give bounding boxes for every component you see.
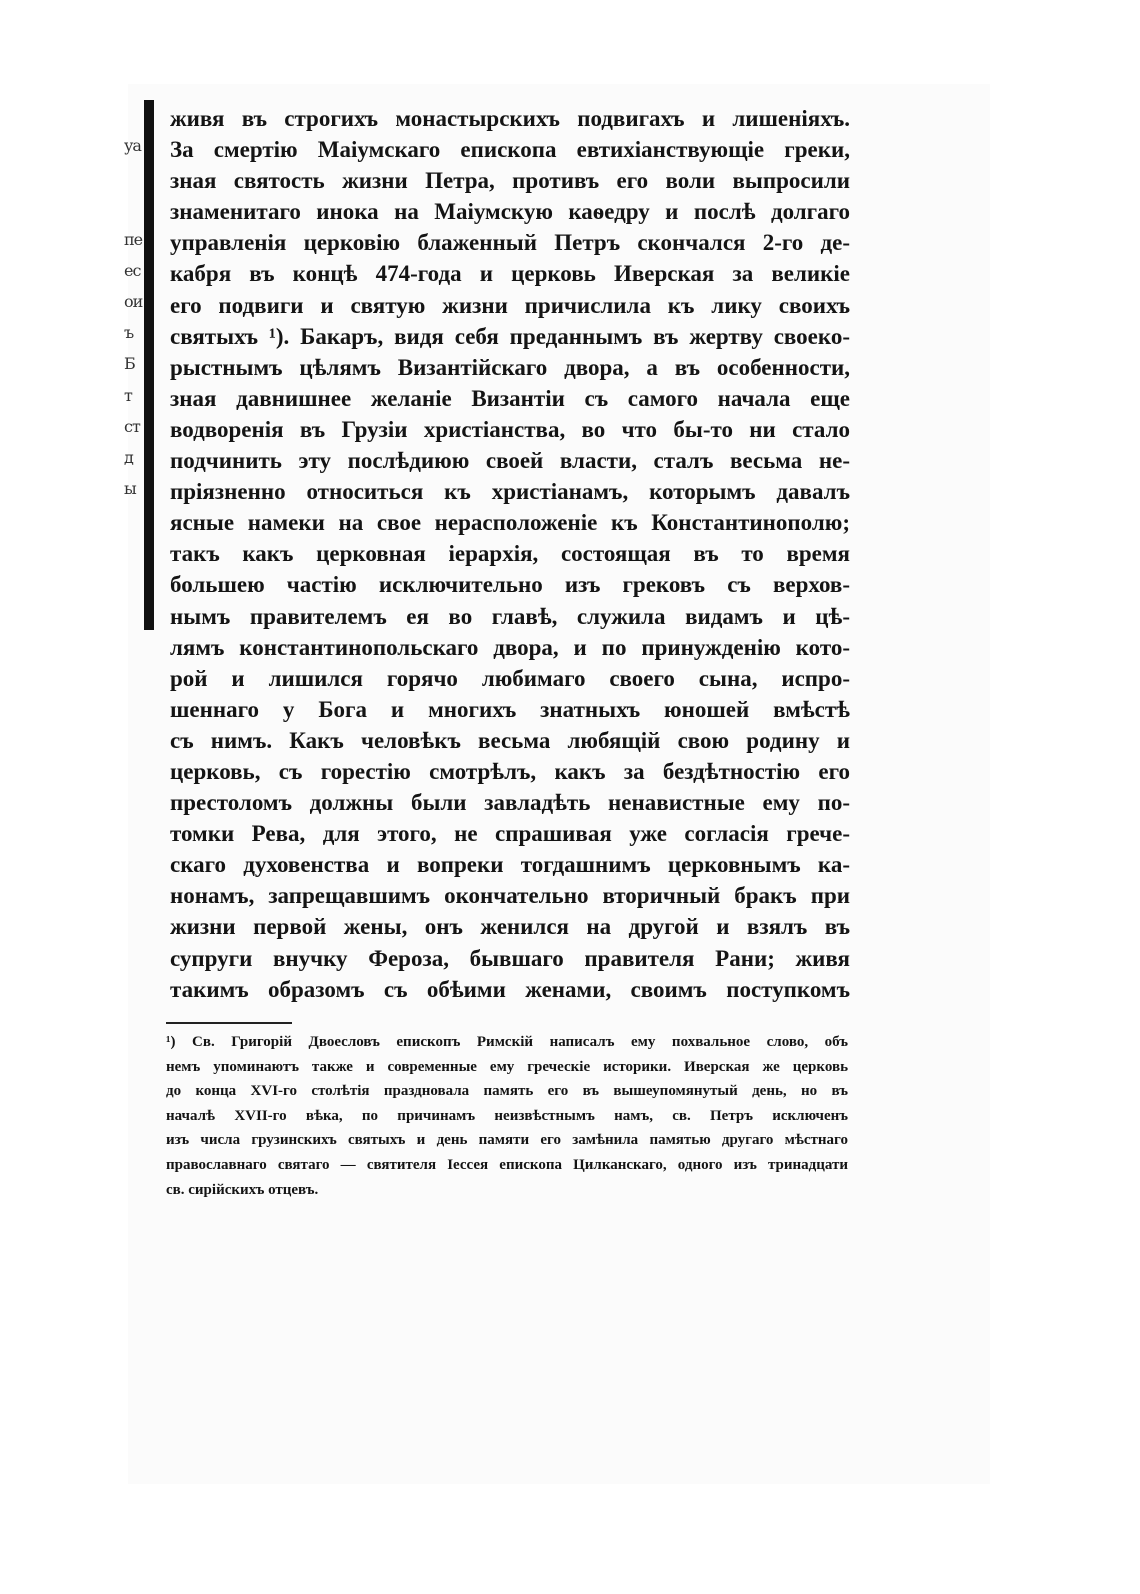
- gutter-fragment: пе: [124, 229, 143, 249]
- footnote-line: немъ упоминаютъ также и современные ему греческіе историки. Иверская же церковь: [166, 1058, 848, 1075]
- footnote-line: православнаго святаго — святителя Іессея епископа Цилканскаго, одного изъ тринадцати: [166, 1156, 848, 1173]
- body-line: лямъ константинопольскаго двора, и по принужденію кото-: [170, 634, 850, 660]
- body-line: его подвиги и святую жизни причислила къ лику своихъ: [170, 292, 850, 318]
- body-line: зная святость жизни Петра, противъ его воли выпросили: [170, 168, 850, 194]
- body-line: святыхъ ¹). Бакаръ, видя себя преданнымъ въ жертву своеко-: [170, 323, 850, 349]
- body-line: зная давнишнее желаніе Византіи съ самого начала еще: [170, 385, 850, 411]
- gutter-fragment: ои: [124, 291, 143, 311]
- body-line: нымъ правителемъ ея во главѣ, служила видамъ и цѣ-: [170, 603, 850, 629]
- gutter-fragment: т: [124, 385, 132, 405]
- body-line: знаменитаго инока на Маіумскую каѳедру и послѣ долгаго: [170, 199, 850, 225]
- gutter-fragment: [124, 192, 150, 223]
- gutter-fragment: ес: [124, 260, 141, 280]
- body-line: томки Рева, для этого, не спрашивая уже согласія грече-: [170, 821, 850, 847]
- body-line: церковь, съ горестію смотрѣлъ, какъ за бездѣтностію его: [170, 758, 850, 784]
- body-line: престоломъ должны были завладѣть ненавистные ему по-: [170, 790, 850, 816]
- body-line: такъ какъ церковная іерархія, состоящая въ то время: [170, 541, 850, 567]
- body-text: [170, 103, 850, 1005]
- body-line: живя въ строгихъ монастырскихъ подвигахъ и лишеніяхъ.: [170, 106, 850, 131]
- body-line: скаго духовенства и вопреки тогдашнимъ церковнымъ ка-: [170, 852, 850, 878]
- gutter-text-fragments: [124, 130, 150, 504]
- footnote: [166, 1030, 848, 1202]
- gutter-fragment: ст: [124, 416, 140, 436]
- body-line: пріязненно относиться къ христіанамъ, которымъ давалъ: [170, 479, 850, 505]
- gutter-fragment: ы: [124, 479, 136, 499]
- body-line: большею частію исключительно изъ грековъ съ верхов-: [170, 572, 850, 598]
- gutter-fragment: д: [124, 447, 133, 467]
- footnote-line: ¹) Св. Григорій Двоесловъ епископъ Римскій написалъ ему похвальное слово, объ: [166, 1034, 848, 1050]
- body-line: супруги внучку Фероза, бывшаго правителя Рани; живя: [170, 945, 850, 971]
- body-line: рыстнымъ цѣлямъ Византійскаго двора, а въ особенности,: [170, 354, 850, 380]
- gutter-fragment: [124, 161, 150, 192]
- body-line: съ нимъ. Какъ человѣкъ весьма любящій свою родину и: [170, 727, 850, 753]
- footnote-line: до конца XVI-го столѣтія праздновала память его въ вышеупомянутый день, но въ: [166, 1083, 848, 1100]
- body-line: управленія церковію блаженный Петръ скончался 2-го де-: [170, 230, 850, 256]
- body-line: кабря въ концѣ 474-года и церковь Иверская за великіе: [170, 261, 850, 287]
- body-line: водворенія въ Грузіи христіанства, во что бы-то ни стало: [170, 416, 850, 442]
- footnote-line: изъ числа грузинскихъ святыхъ и день памяти его замѣнила памятью другаго мѣстнаго: [166, 1132, 848, 1149]
- body-line: такимъ образомъ съ обѣими женами, своимъ поступкомъ: [170, 976, 850, 1002]
- body-line: За смертію Маіумскаго епископа евтихіанствующіе греки,: [170, 137, 850, 163]
- gutter-fragment: уа: [124, 136, 141, 155]
- gutter-fragment: Б: [124, 354, 135, 374]
- body-line: ясные намеки на свое нерасположеніе къ Константинополю;: [170, 510, 850, 536]
- body-line: рой и лишился горячо любимаго своего сына, испро-: [170, 665, 850, 691]
- gutter-fragment: ъ: [124, 323, 134, 343]
- footnote-line: св. сирійскихъ отцевъ.: [166, 1181, 319, 1198]
- footnote-line: началѣ XVII-го вѣка, по причинамъ неизвѣстнымъ намъ, св. Петръ исключенъ: [166, 1107, 848, 1124]
- body-line: подчинить эту послѣдиюю своей власти, сталъ весьма не-: [170, 448, 850, 474]
- body-line: нонамъ, запрещавшимъ окончательно вторичный бракъ при: [170, 883, 850, 909]
- body-line: шеннаго у Бога и многихъ знатныхъ юношей вмѣстѣ: [170, 696, 850, 722]
- body-line: жизни первой жены, онъ женился на другой и взялъ въ: [170, 914, 850, 940]
- footnote-separator: [166, 1022, 292, 1024]
